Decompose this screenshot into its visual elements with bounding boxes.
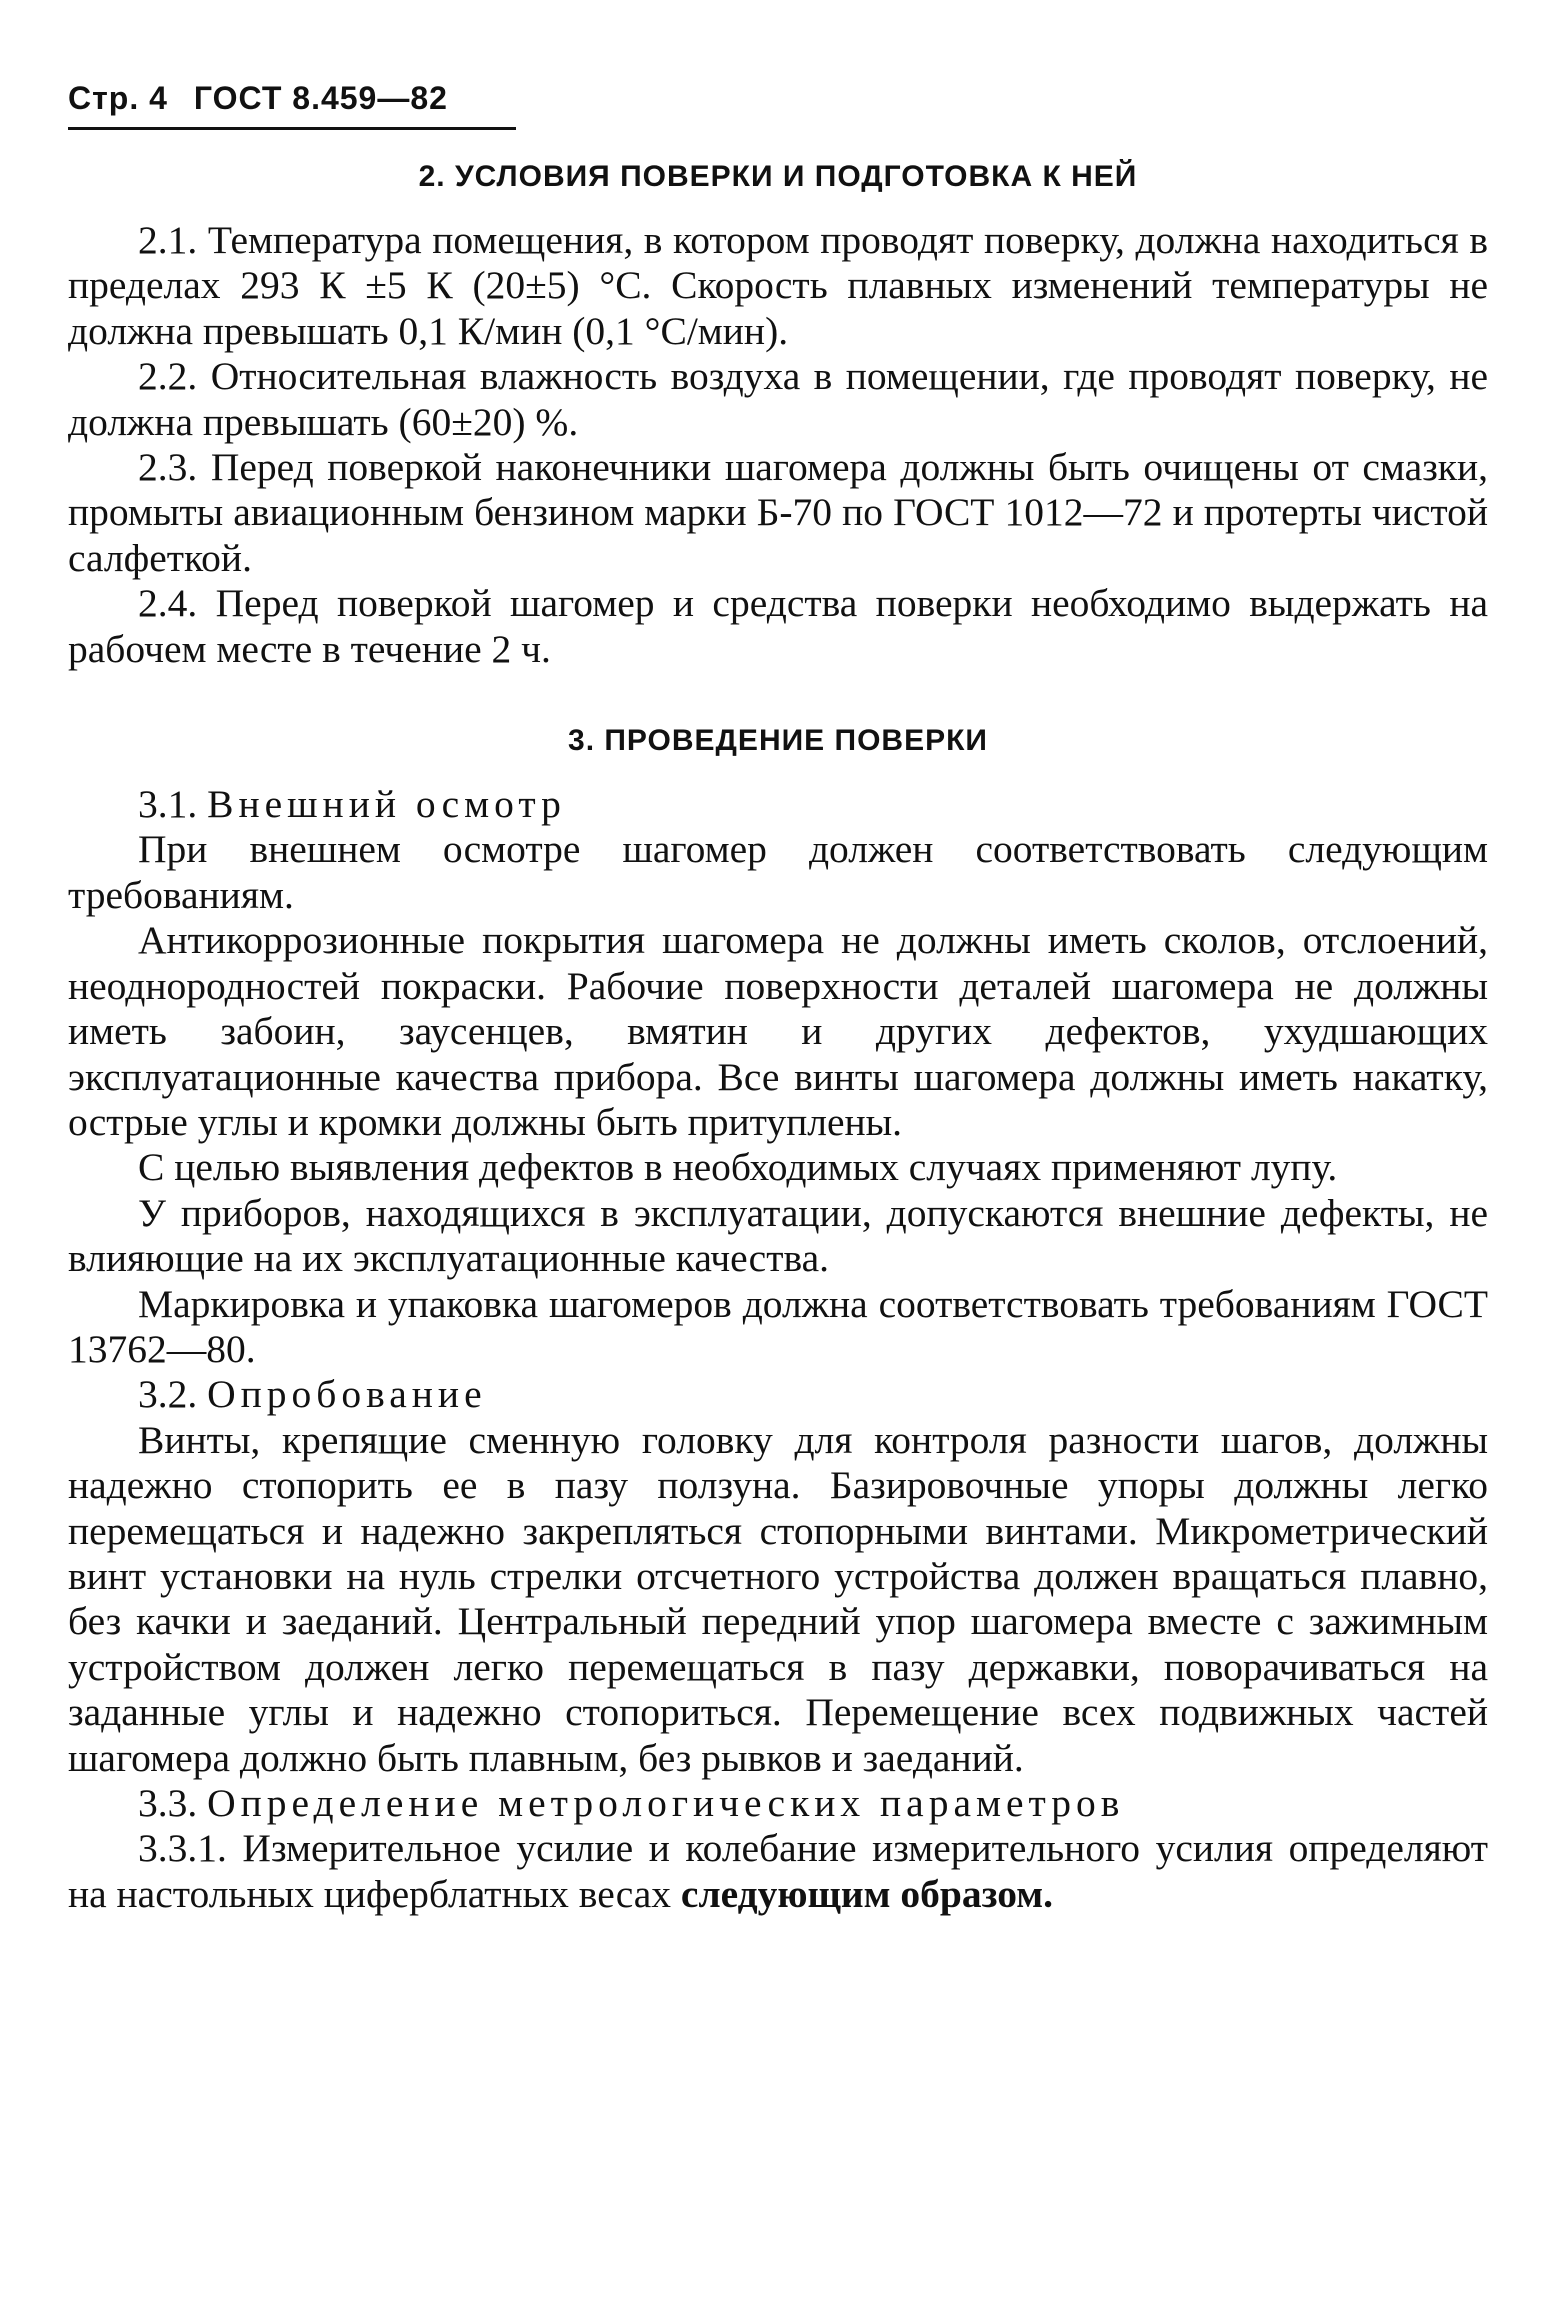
subsection-title: Внешний осмотр — [207, 782, 566, 827]
section-3-title: 3. ПРОВЕДЕНИЕ ПОВЕРКИ — [568, 724, 988, 758]
paragraph-text-bold: следующим образом. — [680, 1871, 1054, 1916]
paragraph-3-1-a: При внешнем осмотре шагомер должен соответствовать следующим требованиям. — [68, 827, 1488, 917]
paragraph-2-2: 2.2. Относительная влажность воздуха в помещении, где проводят поверку, не должна превышать (60±20) %. — [68, 354, 1488, 444]
paragraph-2-1: 2.1. Температура помещения, в котором проводят поверку, должна находиться в пределах 293 К ±5 К (20±5) °С. Скорость плавных изменений температуры не должна превышать 0,1 К/мин (0,1 °С/мин). — [68, 218, 1488, 353]
paragraph-text: 3.3.1. Измерительное усилие и колебание измерительного усилия определяют на настольных циферблатных весах — [68, 1826, 1488, 1916]
paragraph-3-2-a: Винты, крепящие сменную головку для контроля разности шагов, должны надежно стопорить ее в пазу ползуна. Базировочные упоры должны легко перемещаться и надежно закрепляться стопорными винтами. Микрометрический винт установки на нуль стрелки отсчетного устройства должен вращаться плавно, без качки и заеданий. Центральный передний упор шагомера вместе с зажимным устройством должен легко перемещаться в пазу державки, поворачиваться на заданные углы и надежно стопориться. Перемещение всех подвижных частей шагомера должно быть плавным, без рывков и заеданий. — [68, 1417, 1488, 1780]
document-page — [68, 80, 1488, 1917]
subsection-number: 3.1. — [138, 782, 198, 827]
paragraph-3-1-b: Антикоррозионные покрытия шагомера не должны иметь сколов, отслоений, неоднородностей покраски. Рабочие поверхности деталей шагомера не должны иметь забоин, заусенцев, вмятин и других дефектов, ухудшающих эксплуатационные качества прибора. Все винты шагомера должны иметь накатку, острые углы и кромки должны быть притуплены. — [68, 918, 1488, 1144]
running-head — [68, 80, 516, 130]
subsection-number: 3.3. — [138, 1781, 198, 1825]
subsection-3-2-heading — [68, 1372, 1488, 1417]
paragraph-3-1-d: У приборов, находящихся в эксплуатации, допускаются внешние дефекты, не влияющие на их эксплуатационные качества. — [68, 1190, 1488, 1281]
subsection-title: Определение метрологических параметров — [207, 1781, 1125, 1825]
paragraph-2-4: 2.4. Перед поверкой шагомер и средства поверки необходимо выдержать на рабочем месте в течение 2 ч. — [68, 581, 1488, 671]
paragraph-3-3-1 — [68, 1826, 1488, 1917]
standard-number: ГОСТ 8.459—82 — [193, 80, 448, 116]
page-number: Стр. 4 — [68, 80, 168, 116]
paragraph-3-1-c: С целью выявления дефектов в необходимых случаях применяют лупу. — [138, 1145, 1338, 1190]
paragraph-2-3: 2.3. Перед поверкой наконечники шагомера должны быть очищены от смазки, промыты авиационным бензином марки Б-70 по ГОСТ 1012—72 и протерты чистой салфеткой. — [68, 445, 1488, 580]
subsection-3-1-heading — [68, 782, 1488, 827]
subsection-number: 3.2. — [138, 1372, 198, 1417]
section-2-title: 2. УСЛОВИЯ ПОВЕРКИ И ПОДГОТОВКА К НЕЙ — [418, 160, 1138, 193]
subsection-title: Опробование — [207, 1372, 487, 1417]
subsection-3-3-heading — [68, 1781, 1488, 1826]
paragraph-3-1-e: Маркировка и упаковка шагомеров должна соответствовать требованиям ГОСТ 13762—80. — [68, 1281, 1488, 1371]
